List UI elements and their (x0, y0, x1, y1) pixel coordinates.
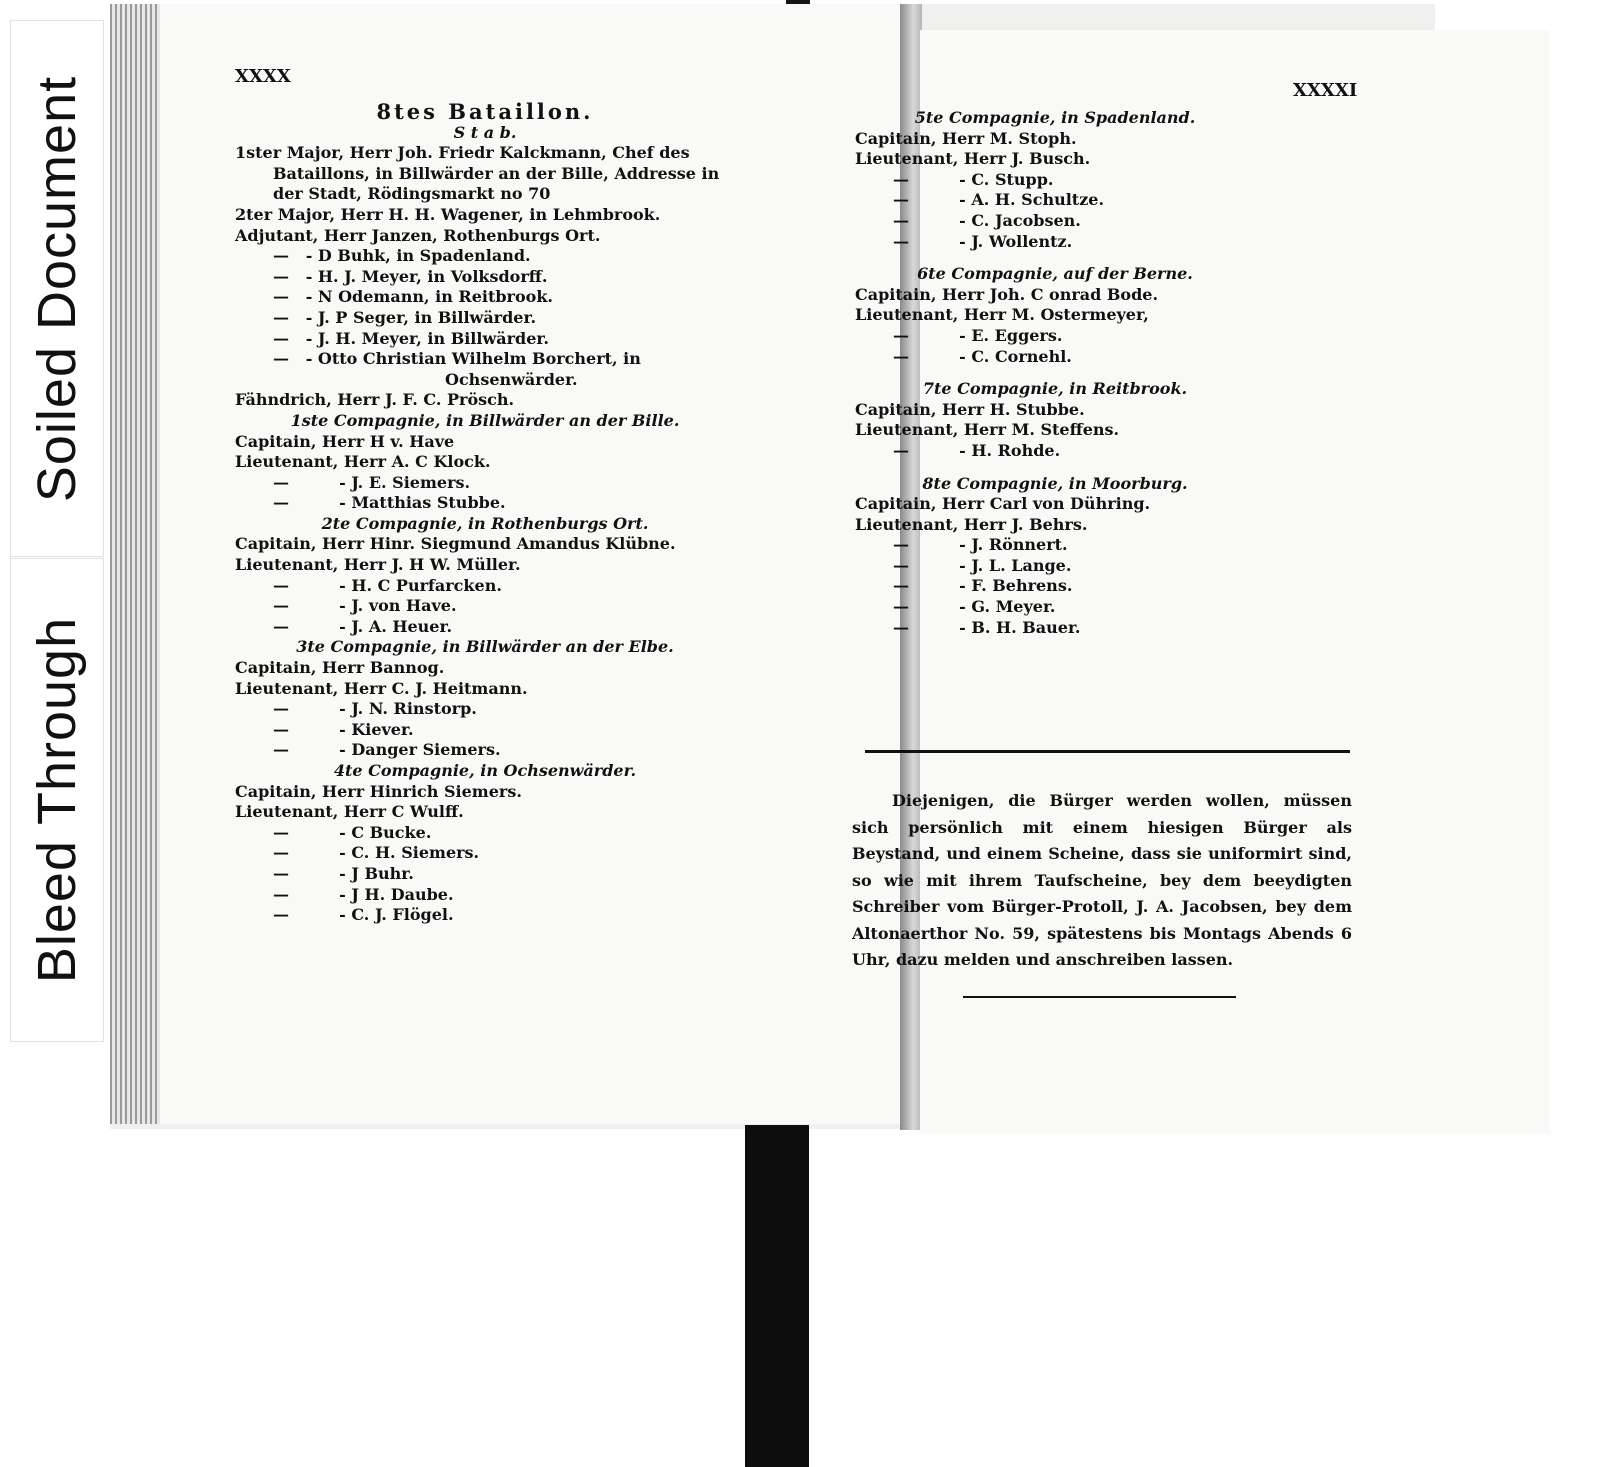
notice-text: Diejenigen, die Bürger werden wollen, müssen sich persönlich mit einem hiesigen Bürger als Beystand, und einem Scheine, dass sie uniformirt sind, so wie mit ihrem Taufscheine, bey dem beeydigten Schreiber vom Bürger-Protoll, J. A. Jacobsen, bey dem Altonaerthor No. 59, spätestens bis Montags Abends 6 Uhr, dazu melden und anschreiben lassen. (852, 791, 1352, 969)
roster-line: — - C. J. Flögel. (273, 905, 454, 925)
roster-line: — - Danger Siemers. (273, 740, 501, 760)
right-page-number: XXXXI (1293, 80, 1358, 101)
roster-line: — - Kiever. (273, 719, 414, 739)
section-heading: 1ste Compagnie, in Billwärder an der Bille. (290, 410, 680, 430)
section-heading: 7te Compagnie, in Reitbrook. (922, 379, 1188, 399)
roster-line: — - C. H. Siemers. (273, 843, 480, 863)
roster-line: — - C. Stupp. (893, 169, 1054, 189)
roster-line: — - J. P Seger, in Billwärder. (273, 307, 537, 327)
roster-line: — - N Odemann, in Reitbrook. (273, 287, 553, 307)
roster-line: — - C. Cornehl. (893, 346, 1072, 366)
roster-line: — - J. A. Heuer. (273, 616, 453, 636)
section-heading: 5te Compagnie, in Spadenland. (914, 108, 1196, 127)
blank-line (855, 367, 1255, 379)
section-heading: 3te Compagnie, in Billwärder an der Elbe. (296, 637, 674, 657)
roster-line: 2ter Major, Herr H. H. Wagener, in Lehmbrook. (235, 204, 661, 224)
roster-line: Ochsenwärder. (445, 369, 578, 389)
roster-line: Lieutenant, Herr M. Ostermeyer, (855, 305, 1149, 325)
roster-line: — - D Buhk, in Spadenland. (273, 246, 531, 266)
roster-line: Lieutenant, Herr C. J. Heitmann. (235, 678, 528, 698)
roster-line: — - J. Wollentz. (893, 231, 1073, 251)
roster-line: Bataillons, in Billwärder an der Bille, Addresse in (273, 163, 720, 183)
roster-line: Lieutenant, Herr M. Steffens. (855, 420, 1120, 440)
bleed-through-label (10, 558, 104, 1042)
roster-line: — - J. Rönnert. (893, 535, 1068, 555)
roster-line: Lieutenant, Herr J. H W. Müller. (235, 555, 521, 575)
section-heading: 4te Compagnie, in Ochsenwärder. (333, 761, 637, 780)
right-page-text (855, 108, 1255, 638)
roster-line: der Stadt, Rödingsmarkt no 70 (273, 184, 551, 204)
roster-line: Capitain, Herr Hinr. Siegmund Amandus Klübne. (235, 534, 676, 554)
roster-line: — - B. H. Bauer. (893, 617, 1081, 637)
roster-line: — - F. Behrens. (893, 576, 1073, 596)
left-page-number: XXXX (235, 66, 291, 87)
section-heading: S t a b. (453, 122, 517, 142)
section-rule-top (865, 750, 1350, 753)
roster-line: — - A. H. Schultze. (893, 190, 1105, 210)
roster-line: — - C. Jacobsen. (893, 210, 1081, 230)
roster-line: — - C Bucke. (273, 822, 432, 842)
roster-line: Lieutenant, Herr J. Busch. (855, 149, 1091, 169)
roster-line: — - J H. Daube. (273, 884, 454, 904)
blank-line (855, 252, 1255, 264)
roster-line: — - H. J. Meyer, in Volksdorff. (273, 266, 548, 286)
section-heading: 6te Compagnie, auf der Berne. (917, 264, 1193, 284)
bookmark-ribbon-bottom (745, 1125, 809, 1467)
section-heading: 2te Compagnie, in Rothenburgs Ort. (321, 513, 649, 533)
soiled-document-label (10, 20, 104, 557)
roster-line: — - H. C Purfarcken. (273, 575, 502, 595)
roster-line: Lieutenant, Herr J. Behrs. (855, 514, 1088, 534)
blank-line (855, 462, 1255, 474)
roster-line: Capitain, Herr M. Stoph. (855, 128, 1077, 148)
bleed-through-text: Bleed Through (27, 616, 87, 984)
roster-line: — - E. Eggers. (893, 325, 1063, 345)
roster-line: Capitain, Herr H v. Have (235, 431, 455, 451)
roster-line: Capitain, Herr Joh. C onrad Bode. (855, 284, 1159, 304)
section-rule-bottom (963, 996, 1236, 998)
roster-line: Capitain, Herr Carl von Dühring. (855, 494, 1151, 514)
roster-line: Capitain, Herr H. Stubbe. (855, 399, 1085, 419)
roster-line: — - Matthias Stubbe. (273, 493, 506, 513)
roster-line: — - J. H. Meyer, in Billwärder. (273, 328, 549, 348)
soiled-document-text: Soiled Document (27, 75, 88, 502)
section-heading: 8te Compagnie, in Moorburg. (922, 473, 1188, 493)
page-edges (110, 4, 160, 1124)
roster-line: Adjutant, Herr Janzen, Rothenburgs Ort. (235, 225, 601, 245)
roster-line: — - H. Rohde. (893, 440, 1061, 460)
roster-line: — - J. N. Rinstorp. (273, 699, 477, 719)
notice-paragraph (852, 788, 1352, 974)
roster-line: — - J Buhr. (273, 863, 414, 883)
roster-line: — - Otto Christian Wilhelm Borchert, in (273, 349, 641, 369)
section-heading: 8tes Bataillon. (376, 99, 594, 124)
roster-line: — - J. E. Siemers. (273, 472, 471, 492)
roster-line: Fähndrich, Herr J. F. C. Prösch. (235, 390, 515, 410)
left-page-text (235, 99, 735, 926)
roster-line: — - J. von Have. (273, 596, 457, 616)
roster-line: Lieutenant, Herr A. C Klock. (235, 452, 491, 472)
roster-line: Capitain, Herr Bannog. (235, 658, 445, 678)
roster-line: 1ster Major, Herr Joh. Friedr Kalckmann, Chef des (235, 143, 690, 163)
roster-line: — - J. L. Lange. (893, 555, 1072, 575)
roster-line: Capitain, Herr Hinrich Siemers. (235, 781, 522, 801)
roster-line: — - G. Meyer. (893, 597, 1056, 617)
roster-line: Lieutenant, Herr C Wulff. (235, 802, 464, 822)
